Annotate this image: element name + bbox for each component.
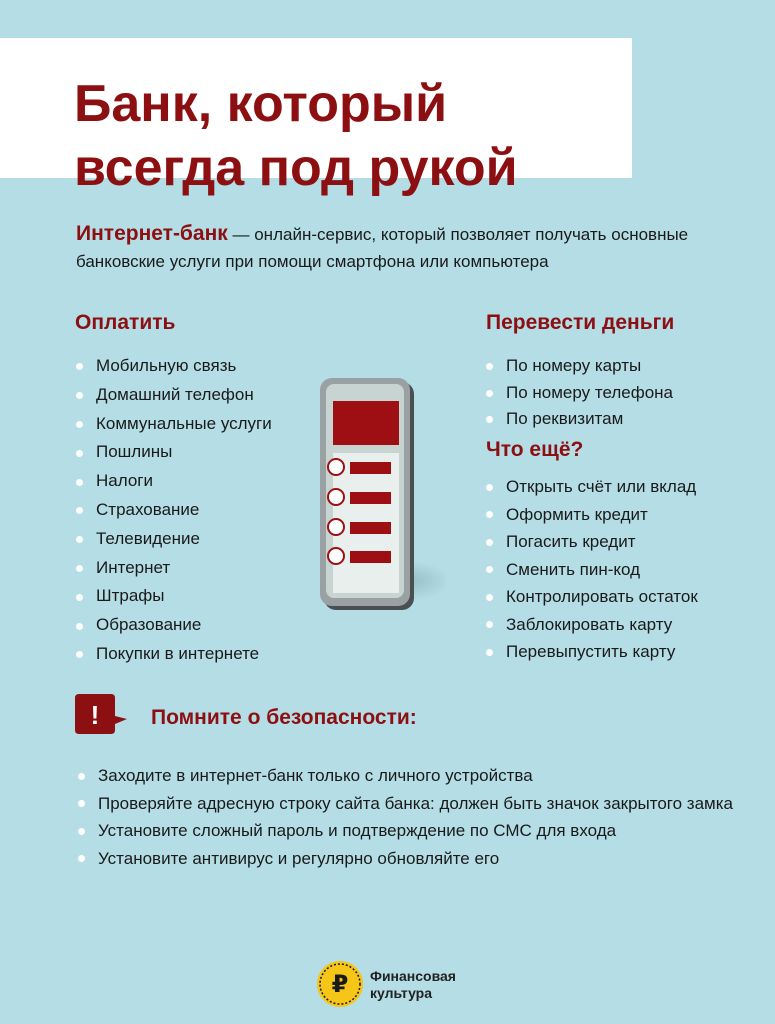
pay-list-item: Покупки в интернете	[76, 640, 272, 669]
footer-brand	[370, 968, 456, 1002]
transfer-heading: Перевести деньги	[486, 311, 675, 334]
intro-paragraph	[76, 220, 736, 275]
pay-list-item: Налоги	[76, 467, 272, 496]
pay-list-item: Домашний телефон	[76, 381, 272, 410]
more-heading: Что ещё?	[486, 438, 584, 461]
security-list-item: Установите антивирус и регулярно обновляйте его	[78, 845, 678, 873]
transfer-list-item: По реквизитам	[486, 406, 673, 433]
security-list-item: Проверяйте адресную строку сайта банка: должен быть значок закрытого замка	[78, 790, 678, 818]
transfer-list	[486, 353, 673, 433]
pay-list-item: Коммунальные услуги	[76, 410, 272, 439]
page-title-line-2: всегда под рукой	[74, 139, 518, 197]
footer-brand-line-2: культура	[370, 985, 433, 1001]
ruble-coin-icon	[316, 960, 364, 1008]
security-heading: Помните о безопасности:	[151, 706, 417, 729]
ruble-glyph: ₽	[331, 970, 349, 998]
title-banner	[0, 38, 632, 197]
more-list-item: Перевыпустить карту	[486, 638, 698, 666]
more-list-item: Погасить кредит	[486, 528, 698, 556]
intro-term: Интернет-банк	[76, 222, 228, 245]
more-list-item: Заблокировать карту	[486, 611, 698, 639]
more-list-item: Контролировать остаток	[486, 583, 698, 611]
pay-list-item: Телевидение	[76, 525, 272, 554]
page-title-line-1: Банк, который	[74, 75, 448, 133]
more-list-item: Оформить кредит	[486, 501, 698, 529]
pay-list-item: Мобильную связь	[76, 352, 272, 381]
security-list	[78, 762, 734, 872]
security-list-item: Установите сложный пароль и подтверждение по СМС для входа	[78, 817, 678, 845]
transfer-list-item: По номеру телефона	[486, 380, 673, 407]
warning-glyph: !	[90, 700, 100, 730]
warning-icon	[75, 694, 127, 736]
intro-text: — онлайн-сервис, который позволяет получать основные банковские услуги при помощи смартфона или компьютера	[76, 225, 689, 271]
security-list-item: Заходите в интернет-банк только с личного устройства	[78, 762, 678, 790]
footer-brand-line-1: Финансовая	[370, 968, 456, 984]
pay-list-item: Пошлины	[76, 438, 272, 467]
more-list	[486, 473, 698, 666]
pay-list-item: Интернет	[76, 554, 272, 583]
pay-list-item: Образование	[76, 611, 272, 640]
phone-illustration	[316, 376, 446, 626]
pay-list-item: Страхование	[76, 496, 272, 525]
more-list-item: Сменить пин-код	[486, 556, 698, 584]
transfer-list-item: По номеру карты	[486, 353, 673, 380]
pay-list	[76, 352, 272, 669]
more-list-item: Открыть счёт или вклад	[486, 473, 698, 501]
pay-heading: Оплатить	[75, 311, 176, 334]
pay-list-item: Штрафы	[76, 582, 272, 611]
